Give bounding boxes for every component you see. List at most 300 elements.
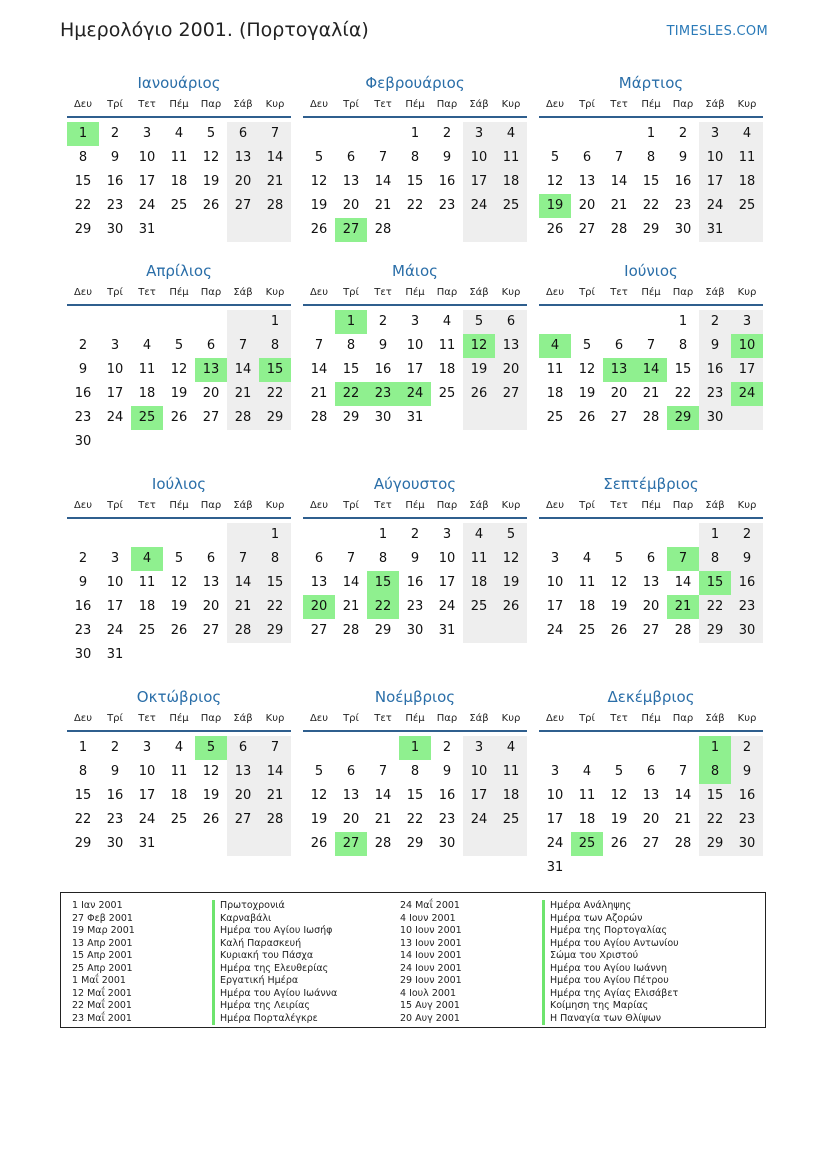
day-cell[interactable]: 29 (74, 222, 92, 237)
day-cell[interactable]: 12 (170, 362, 188, 377)
day-cell[interactable]: 24 (106, 623, 124, 638)
day-cell[interactable]: 16 (374, 362, 392, 377)
day-cell[interactable]: 13 (342, 174, 360, 189)
day-cell[interactable]: 31 (706, 222, 724, 237)
day-cell[interactable]: 19 (170, 599, 188, 614)
day-cell[interactable]: 16 (74, 599, 92, 614)
day-cell[interactable]: 2 (378, 314, 388, 329)
day-cell[interactable]: 31 (438, 623, 456, 638)
day-cell[interactable]: 5 (614, 764, 624, 779)
day-cell[interactable]: 25 (502, 812, 520, 827)
day-cell[interactable]: 8 (646, 150, 656, 165)
day-cell[interactable]: 7 (346, 551, 356, 566)
holiday-day[interactable]: 27 (335, 218, 367, 242)
day-cell[interactable]: 27 (234, 812, 252, 827)
holiday-day[interactable]: 4 (539, 334, 571, 358)
day-cell[interactable]: 4 (742, 126, 752, 141)
day-cell[interactable]: 8 (678, 338, 688, 353)
day-cell[interactable]: 14 (610, 174, 628, 189)
day-cell[interactable]: 5 (314, 150, 324, 165)
day-cell[interactable]: 19 (610, 812, 628, 827)
day-cell[interactable]: 7 (270, 126, 280, 141)
day-cell[interactable]: 22 (266, 386, 284, 401)
day-cell[interactable]: 23 (438, 812, 456, 827)
day-cell[interactable]: 27 (234, 198, 252, 213)
day-cell[interactable]: 19 (310, 812, 328, 827)
day-cell[interactable]: 4 (142, 338, 152, 353)
day-cell[interactable]: 1 (78, 740, 88, 755)
day-cell[interactable]: 16 (106, 788, 124, 803)
day-cell[interactable]: 21 (610, 198, 628, 213)
day-cell[interactable]: 24 (546, 836, 564, 851)
day-cell[interactable]: 25 (578, 623, 596, 638)
day-cell[interactable]: 18 (502, 788, 520, 803)
day-cell[interactable]: 16 (674, 174, 692, 189)
day-cell[interactable]: 27 (610, 410, 628, 425)
day-cell[interactable]: 1 (710, 527, 720, 542)
day-cell[interactable]: 8 (270, 551, 280, 566)
holiday-day[interactable]: 15 (259, 358, 291, 382)
day-cell[interactable]: 12 (310, 174, 328, 189)
day-cell[interactable]: 21 (342, 599, 360, 614)
day-cell[interactable]: 21 (674, 812, 692, 827)
holiday-day[interactable]: 25 (571, 832, 603, 856)
day-cell[interactable]: 30 (74, 647, 92, 662)
holiday-day[interactable]: 23 (367, 382, 399, 406)
day-cell[interactable]: 4 (582, 764, 592, 779)
day-cell[interactable]: 30 (74, 434, 92, 449)
day-cell[interactable]: 3 (550, 551, 560, 566)
day-cell[interactable]: 15 (74, 174, 92, 189)
day-cell[interactable]: 23 (106, 198, 124, 213)
day-cell[interactable]: 5 (474, 314, 484, 329)
day-cell[interactable]: 22 (706, 599, 724, 614)
holiday-day[interactable]: 24 (399, 382, 431, 406)
day-cell[interactable]: 24 (470, 198, 488, 213)
day-cell[interactable]: 20 (578, 198, 596, 213)
day-cell[interactable]: 29 (266, 623, 284, 638)
holiday-day[interactable]: 15 (699, 571, 731, 595)
day-cell[interactable]: 16 (74, 386, 92, 401)
day-cell[interactable]: 11 (438, 338, 456, 353)
day-cell[interactable]: 5 (614, 551, 624, 566)
day-cell[interactable]: 9 (110, 150, 120, 165)
day-cell[interactable]: 20 (202, 599, 220, 614)
day-cell[interactable]: 26 (170, 623, 188, 638)
holiday-day[interactable]: 13 (603, 358, 635, 382)
day-cell[interactable]: 24 (138, 812, 156, 827)
day-cell[interactable]: 26 (546, 222, 564, 237)
holiday-day[interactable]: 25 (131, 406, 163, 430)
day-cell[interactable]: 17 (706, 174, 724, 189)
day-cell[interactable]: 24 (106, 410, 124, 425)
day-cell[interactable]: 1 (678, 314, 688, 329)
day-cell[interactable]: 14 (374, 174, 392, 189)
day-cell[interactable]: 20 (610, 386, 628, 401)
day-cell[interactable]: 6 (238, 740, 248, 755)
day-cell[interactable]: 12 (610, 788, 628, 803)
day-cell[interactable]: 29 (706, 623, 724, 638)
day-cell[interactable]: 6 (582, 150, 592, 165)
day-cell[interactable]: 10 (138, 764, 156, 779)
day-cell[interactable]: 3 (710, 126, 720, 141)
holiday-day[interactable]: 19 (539, 194, 571, 218)
day-cell[interactable]: 19 (202, 788, 220, 803)
day-cell[interactable]: 5 (206, 126, 216, 141)
day-cell[interactable]: 11 (738, 150, 756, 165)
day-cell[interactable]: 10 (470, 150, 488, 165)
day-cell[interactable]: 4 (474, 527, 484, 542)
day-cell[interactable]: 11 (502, 150, 520, 165)
day-cell[interactable]: 27 (642, 623, 660, 638)
day-cell[interactable]: 6 (614, 338, 624, 353)
day-cell[interactable]: 14 (266, 764, 284, 779)
day-cell[interactable]: 24 (138, 198, 156, 213)
day-cell[interactable]: 12 (578, 362, 596, 377)
day-cell[interactable]: 11 (546, 362, 564, 377)
day-cell[interactable]: 20 (202, 386, 220, 401)
day-cell[interactable]: 23 (74, 410, 92, 425)
day-cell[interactable]: 20 (642, 599, 660, 614)
day-cell[interactable]: 17 (106, 386, 124, 401)
day-cell[interactable]: 25 (170, 812, 188, 827)
holiday-day[interactable]: 13 (195, 358, 227, 382)
day-cell[interactable]: 15 (74, 788, 92, 803)
day-cell[interactable]: 4 (174, 740, 184, 755)
day-cell[interactable]: 11 (578, 575, 596, 590)
holiday-day[interactable]: 12 (463, 334, 495, 358)
day-cell[interactable]: 22 (406, 198, 424, 213)
day-cell[interactable]: 7 (378, 764, 388, 779)
day-cell[interactable]: 30 (438, 836, 456, 851)
day-cell[interactable]: 30 (674, 222, 692, 237)
day-cell[interactable]: 1 (270, 314, 280, 329)
day-cell[interactable]: 27 (642, 836, 660, 851)
holiday-day[interactable]: 24 (731, 382, 763, 406)
day-cell[interactable]: 8 (78, 150, 88, 165)
day-cell[interactable]: 20 (234, 788, 252, 803)
day-cell[interactable]: 12 (202, 150, 220, 165)
day-cell[interactable]: 11 (470, 551, 488, 566)
day-cell[interactable]: 8 (378, 551, 388, 566)
day-cell[interactable]: 25 (438, 386, 456, 401)
holiday-day[interactable]: 22 (367, 595, 399, 619)
day-cell[interactable]: 30 (738, 836, 756, 851)
day-cell[interactable]: 9 (710, 338, 720, 353)
day-cell[interactable]: 3 (474, 126, 484, 141)
day-cell[interactable]: 24 (470, 812, 488, 827)
day-cell[interactable]: 8 (78, 764, 88, 779)
day-cell[interactable]: 4 (442, 314, 452, 329)
day-cell[interactable]: 23 (738, 812, 756, 827)
day-cell[interactable]: 21 (374, 198, 392, 213)
day-cell[interactable]: 4 (506, 126, 516, 141)
day-cell[interactable]: 18 (546, 386, 564, 401)
holiday-day[interactable]: 1 (335, 310, 367, 334)
day-cell[interactable]: 9 (742, 551, 752, 566)
day-cell[interactable]: 10 (106, 362, 124, 377)
day-cell[interactable]: 8 (270, 338, 280, 353)
day-cell[interactable]: 9 (442, 150, 452, 165)
day-cell[interactable]: 21 (234, 386, 252, 401)
day-cell[interactable]: 23 (738, 599, 756, 614)
day-cell[interactable]: 7 (238, 338, 248, 353)
day-cell[interactable]: 26 (610, 623, 628, 638)
day-cell[interactable]: 2 (442, 740, 452, 755)
day-cell[interactable]: 5 (550, 150, 560, 165)
day-cell[interactable]: 2 (710, 314, 720, 329)
day-cell[interactable]: 13 (578, 174, 596, 189)
day-cell[interactable]: 26 (502, 599, 520, 614)
day-cell[interactable]: 26 (202, 812, 220, 827)
day-cell[interactable]: 4 (582, 551, 592, 566)
day-cell[interactable]: 20 (502, 362, 520, 377)
day-cell[interactable]: 25 (170, 198, 188, 213)
day-cell[interactable]: 24 (706, 198, 724, 213)
day-cell[interactable]: 18 (138, 599, 156, 614)
day-cell[interactable]: 16 (406, 575, 424, 590)
day-cell[interactable]: 2 (110, 740, 120, 755)
day-cell[interactable]: 12 (546, 174, 564, 189)
day-cell[interactable]: 25 (138, 623, 156, 638)
holiday-day[interactable]: 21 (667, 595, 699, 619)
day-cell[interactable]: 28 (342, 623, 360, 638)
holiday-day[interactable]: 27 (335, 832, 367, 856)
day-cell[interactable]: 2 (742, 740, 752, 755)
day-cell[interactable]: 11 (578, 788, 596, 803)
day-cell[interactable]: 6 (238, 126, 248, 141)
day-cell[interactable]: 26 (170, 410, 188, 425)
day-cell[interactable]: 11 (138, 362, 156, 377)
day-cell[interactable]: 23 (406, 599, 424, 614)
day-cell[interactable]: 10 (138, 150, 156, 165)
day-cell[interactable]: 15 (406, 174, 424, 189)
day-cell[interactable]: 9 (78, 362, 88, 377)
day-cell[interactable]: 11 (170, 764, 188, 779)
holiday-day[interactable]: 1 (699, 736, 731, 760)
day-cell[interactable]: 22 (74, 198, 92, 213)
day-cell[interactable]: 21 (374, 812, 392, 827)
day-cell[interactable]: 21 (310, 386, 328, 401)
day-cell[interactable]: 16 (738, 788, 756, 803)
day-cell[interactable]: 14 (266, 150, 284, 165)
day-cell[interactable]: 16 (438, 174, 456, 189)
day-cell[interactable]: 10 (546, 788, 564, 803)
day-cell[interactable]: 14 (674, 788, 692, 803)
holiday-day[interactable]: 8 (699, 760, 731, 784)
holiday-day[interactable]: 4 (131, 547, 163, 571)
day-cell[interactable]: 19 (578, 386, 596, 401)
day-cell[interactable]: 30 (106, 836, 124, 851)
day-cell[interactable]: 25 (546, 410, 564, 425)
day-cell[interactable]: 25 (470, 599, 488, 614)
day-cell[interactable]: 12 (502, 551, 520, 566)
day-cell[interactable]: 29 (706, 836, 724, 851)
day-cell[interactable]: 6 (506, 314, 516, 329)
day-cell[interactable]: 3 (550, 764, 560, 779)
day-cell[interactable]: 1 (410, 126, 420, 141)
day-cell[interactable]: 18 (502, 174, 520, 189)
day-cell[interactable]: 6 (646, 764, 656, 779)
day-cell[interactable]: 8 (710, 551, 720, 566)
day-cell[interactable]: 5 (314, 764, 324, 779)
day-cell[interactable]: 22 (642, 198, 660, 213)
day-cell[interactable]: 5 (174, 551, 184, 566)
day-cell[interactable]: 2 (742, 527, 752, 542)
day-cell[interactable]: 20 (342, 198, 360, 213)
day-cell[interactable]: 31 (406, 410, 424, 425)
day-cell[interactable]: 26 (310, 222, 328, 237)
day-cell[interactable]: 28 (234, 410, 252, 425)
day-cell[interactable]: 11 (138, 575, 156, 590)
day-cell[interactable]: 31 (138, 222, 156, 237)
day-cell[interactable]: 12 (310, 788, 328, 803)
day-cell[interactable]: 4 (174, 126, 184, 141)
day-cell[interactable]: 29 (342, 410, 360, 425)
day-cell[interactable]: 7 (314, 338, 324, 353)
day-cell[interactable]: 6 (206, 551, 216, 566)
day-cell[interactable]: 30 (406, 623, 424, 638)
day-cell[interactable]: 16 (438, 788, 456, 803)
day-cell[interactable]: 28 (674, 623, 692, 638)
day-cell[interactable]: 3 (410, 314, 420, 329)
day-cell[interactable]: 21 (642, 386, 660, 401)
day-cell[interactable]: 16 (706, 362, 724, 377)
day-cell[interactable]: 13 (234, 764, 252, 779)
day-cell[interactable]: 28 (642, 410, 660, 425)
day-cell[interactable]: 15 (674, 362, 692, 377)
day-cell[interactable]: 28 (374, 836, 392, 851)
day-cell[interactable]: 18 (470, 575, 488, 590)
day-cell[interactable]: 9 (78, 575, 88, 590)
day-cell[interactable]: 31 (546, 860, 564, 875)
day-cell[interactable]: 3 (142, 740, 152, 755)
day-cell[interactable]: 18 (170, 174, 188, 189)
day-cell[interactable]: 5 (174, 338, 184, 353)
day-cell[interactable]: 26 (578, 410, 596, 425)
day-cell[interactable]: 18 (738, 174, 756, 189)
holiday-day[interactable]: 1 (67, 122, 99, 146)
day-cell[interactable]: 1 (378, 527, 388, 542)
day-cell[interactable]: 9 (742, 764, 752, 779)
day-cell[interactable]: 27 (502, 386, 520, 401)
day-cell[interactable]: 10 (438, 551, 456, 566)
day-cell[interactable]: 6 (346, 150, 356, 165)
holiday-day[interactable]: 14 (635, 358, 667, 382)
day-cell[interactable]: 6 (646, 551, 656, 566)
day-cell[interactable]: 2 (442, 126, 452, 141)
day-cell[interactable]: 6 (314, 551, 324, 566)
holiday-day[interactable]: 29 (667, 406, 699, 430)
holiday-day[interactable]: 10 (731, 334, 763, 358)
day-cell[interactable]: 14 (234, 575, 252, 590)
day-cell[interactable]: 19 (610, 599, 628, 614)
day-cell[interactable]: 29 (374, 623, 392, 638)
day-cell[interactable]: 17 (738, 362, 756, 377)
day-cell[interactable]: 17 (470, 174, 488, 189)
day-cell[interactable]: 3 (474, 740, 484, 755)
day-cell[interactable]: 3 (742, 314, 752, 329)
day-cell[interactable]: 27 (202, 623, 220, 638)
day-cell[interactable]: 28 (266, 198, 284, 213)
day-cell[interactable]: 10 (706, 150, 724, 165)
day-cell[interactable]: 9 (678, 150, 688, 165)
day-cell[interactable]: 17 (138, 788, 156, 803)
day-cell[interactable]: 17 (138, 174, 156, 189)
day-cell[interactable]: 11 (502, 764, 520, 779)
day-cell[interactable]: 31 (106, 647, 124, 662)
day-cell[interactable]: 23 (106, 812, 124, 827)
day-cell[interactable]: 13 (502, 338, 520, 353)
day-cell[interactable]: 2 (78, 338, 88, 353)
day-cell[interactable]: 20 (642, 812, 660, 827)
day-cell[interactable]: 15 (266, 575, 284, 590)
day-cell[interactable]: 30 (706, 410, 724, 425)
day-cell[interactable]: 30 (374, 410, 392, 425)
day-cell[interactable]: 30 (106, 222, 124, 237)
day-cell[interactable]: 2 (678, 126, 688, 141)
day-cell[interactable]: 22 (74, 812, 92, 827)
day-cell[interactable]: 28 (266, 812, 284, 827)
day-cell[interactable]: 13 (202, 575, 220, 590)
day-cell[interactable]: 11 (170, 150, 188, 165)
day-cell[interactable]: 19 (502, 575, 520, 590)
day-cell[interactable]: 18 (138, 386, 156, 401)
day-cell[interactable]: 16 (106, 174, 124, 189)
day-cell[interactable]: 27 (310, 623, 328, 638)
day-cell[interactable]: 14 (310, 362, 328, 377)
day-cell[interactable]: 10 (546, 575, 564, 590)
day-cell[interactable]: 24 (546, 623, 564, 638)
day-cell[interactable]: 2 (78, 551, 88, 566)
holiday-day[interactable]: 22 (335, 382, 367, 406)
day-cell[interactable]: 15 (642, 174, 660, 189)
day-cell[interactable]: 7 (646, 338, 656, 353)
day-cell[interactable]: 14 (342, 575, 360, 590)
day-cell[interactable]: 23 (706, 386, 724, 401)
day-cell[interactable]: 1 (646, 126, 656, 141)
day-cell[interactable]: 3 (110, 551, 120, 566)
day-cell[interactable]: 25 (738, 198, 756, 213)
day-cell[interactable]: 14 (674, 575, 692, 590)
day-cell[interactable]: 24 (438, 599, 456, 614)
day-cell[interactable]: 10 (406, 338, 424, 353)
day-cell[interactable]: 8 (410, 764, 420, 779)
day-cell[interactable]: 27 (578, 222, 596, 237)
day-cell[interactable]: 19 (170, 386, 188, 401)
day-cell[interactable]: 21 (266, 788, 284, 803)
day-cell[interactable]: 7 (238, 551, 248, 566)
day-cell[interactable]: 19 (470, 362, 488, 377)
day-cell[interactable]: 17 (546, 599, 564, 614)
day-cell[interactable]: 7 (614, 150, 624, 165)
day-cell[interactable]: 4 (506, 740, 516, 755)
day-cell[interactable]: 10 (106, 575, 124, 590)
day-cell[interactable]: 13 (642, 575, 660, 590)
day-cell[interactable]: 14 (234, 362, 252, 377)
day-cell[interactable]: 17 (406, 362, 424, 377)
day-cell[interactable]: 5 (506, 527, 516, 542)
day-cell[interactable]: 28 (374, 222, 392, 237)
day-cell[interactable]: 21 (234, 599, 252, 614)
day-cell[interactable]: 8 (410, 150, 420, 165)
day-cell[interactable]: 22 (266, 599, 284, 614)
day-cell[interactable]: 1 (270, 527, 280, 542)
day-cell[interactable]: 27 (202, 410, 220, 425)
day-cell[interactable]: 3 (142, 126, 152, 141)
day-cell[interactable]: 13 (642, 788, 660, 803)
day-cell[interactable]: 9 (410, 551, 420, 566)
